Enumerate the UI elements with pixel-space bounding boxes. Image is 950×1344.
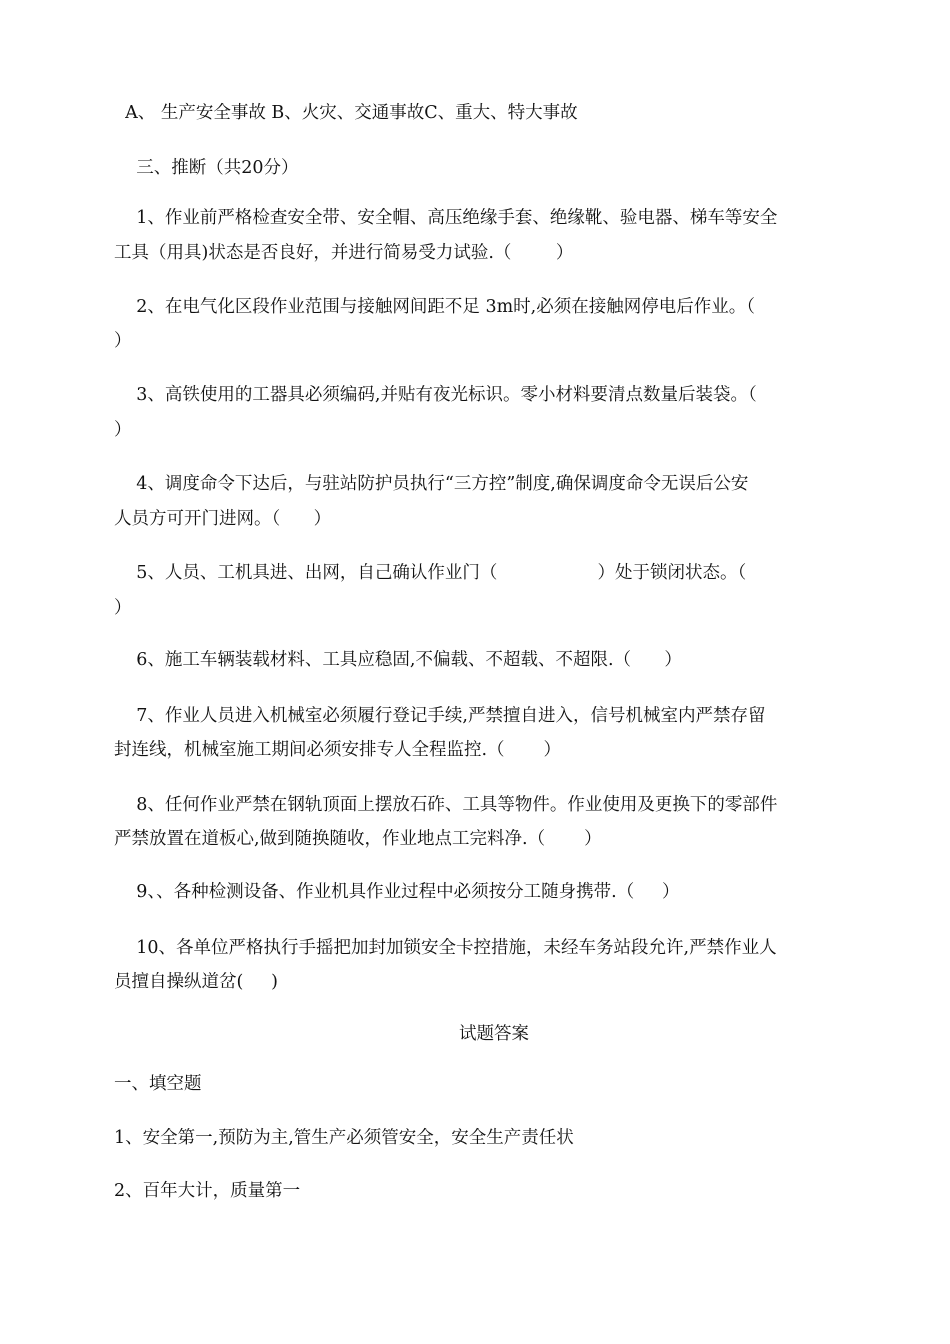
question-10-line-1: 10、各单位严格执行手摇把加封加锁安全卡控措施，未经车务站段允许,严禁作业人 <box>114 938 777 958</box>
option-line-a: A、 生产安全事故 B、火灾、交通事故C、重大、特大事故 <box>114 103 578 123</box>
question-4-line-1: 4、调度命令下达后，与驻站防护员执行“三方控”制度,确保调度命令无误后公安 <box>114 474 749 494</box>
answer-2: 2、百年大计，质量第一 <box>114 1181 301 1201</box>
question-7-line-1: 7、作业人员进入机械室必须履行登记手续,严禁擅自进入，信号机械室内严禁存留 <box>114 706 766 726</box>
question-1-line-2: 工具（用具)状态是否良好，并进行简易受力试验.（ ） <box>114 243 574 263</box>
question-3-line-1: 3、高铁使用的工器具必须编码,并贴有夜光标识。零小材料要清点数量后装袋。（ <box>114 385 757 405</box>
question-2-line-1: 2、在电气化区段作业范围与接触网间距不足 3m时,必须在接触网停电后作业。（ <box>114 297 755 317</box>
section-heading-judgement: 三、推断（共20分） <box>114 158 299 178</box>
question-9: 9、、各种检测设备、作业机具作业过程中必须按分工随身携带.（ ） <box>114 882 680 902</box>
answer-1: 1、安全第一,预防为主,管生产必须管安全，安全生产责任状 <box>114 1128 574 1148</box>
question-5-line-2: ） <box>114 598 132 618</box>
question-1-line-1: 1、作业前严格检查安全带、安全帽、高压绝缘手套、绝缘靴、验电器、梯车等安全 <box>114 208 778 228</box>
question-8-line-2: 严禁放置在道板心,做到随换随收，作业地点工完料净.（ ） <box>114 829 602 849</box>
question-5-line-1: 5、人员、工机具进、出网，自己确认作业门（ ）处于锁闭状态。（ <box>114 563 747 583</box>
question-10-line-2: 员擅自操纵道岔( ) <box>114 972 278 992</box>
question-4-line-2: 人员方可开门进网。（ ） <box>114 509 332 529</box>
question-3-line-2: ） <box>114 420 132 440</box>
answers-title: 试题答案 <box>459 1024 529 1044</box>
question-6: 6、施工车辆装载材料、工具应稳固,不偏载、不超载、不超限.（ ） <box>114 650 682 670</box>
question-7-line-2: 封连线，机械室施工期间必须安排专人全程监控.（ ） <box>114 740 562 760</box>
answers-section-fill-blank: 一、填空题 <box>114 1074 202 1094</box>
question-2-line-2: ） <box>114 331 132 351</box>
question-8-line-1: 8、任何作业严禁在钢轨顶面上摆放石砟、工具等物件。作业使用及更换下的零部件 <box>114 795 778 815</box>
